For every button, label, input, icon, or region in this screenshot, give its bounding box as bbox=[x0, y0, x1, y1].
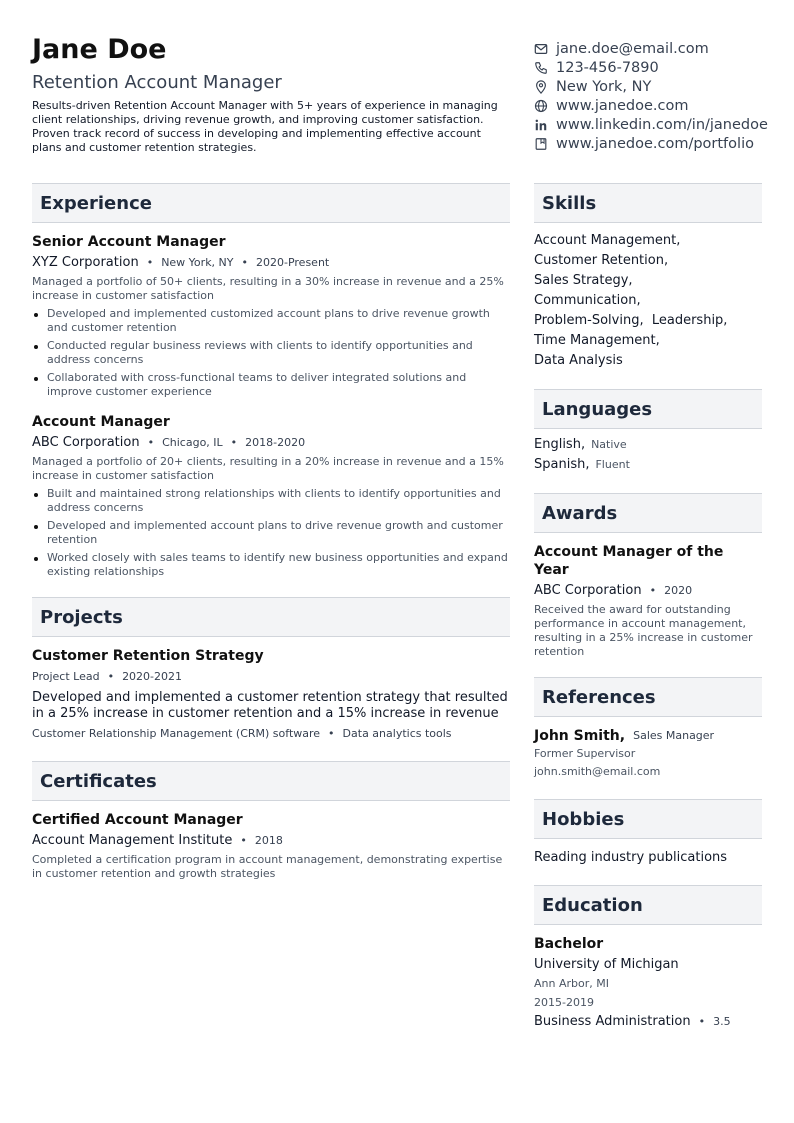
separator-dot: • bbox=[698, 1015, 706, 1028]
job-company: XYZ Corporation bbox=[32, 255, 139, 270]
job-meta bbox=[32, 254, 510, 272]
language-item bbox=[534, 455, 762, 475]
job-location: New York, NY bbox=[161, 256, 234, 269]
hobbies-heading: Hobbies bbox=[534, 799, 762, 839]
education-heading: Education bbox=[534, 885, 762, 925]
education-field: Business Administration bbox=[534, 1014, 691, 1029]
job-bullet: Built and maintained strong relationships with clients to identify opportunities and address concerns bbox=[32, 487, 510, 515]
experience-heading: Experience bbox=[32, 183, 510, 223]
experience-entry bbox=[32, 233, 510, 399]
reference-header bbox=[534, 727, 762, 745]
resume-header bbox=[32, 33, 512, 155]
skill-item: Time Management, bbox=[534, 333, 660, 348]
separator-dot: • bbox=[649, 584, 657, 597]
project-tool: Data analytics tools bbox=[342, 727, 452, 740]
phone-icon bbox=[534, 61, 548, 75]
awards-heading: Awards bbox=[534, 493, 762, 533]
languages-list bbox=[534, 435, 762, 475]
language-level: Fluent bbox=[595, 458, 630, 471]
job-summary: Managed a portfolio of 20+ clients, resulting in a 20% increase in revenue and a 15% increase in customer satisfaction bbox=[32, 455, 504, 482]
languages-heading: Languages bbox=[534, 389, 762, 429]
job-bullets bbox=[32, 487, 510, 579]
main-column bbox=[32, 183, 510, 899]
professional-summary: Results-driven Retention Account Manager with 5+ years of experience in managing client relationships, driving revenue growth, and improving customer satisfaction. Proven track record of success in developing and implementing effective account plans and customer retention strategies. bbox=[32, 99, 498, 154]
certificate-meta bbox=[32, 832, 510, 850]
candidate-name: Jane Doe bbox=[32, 34, 167, 65]
job-meta bbox=[32, 434, 510, 452]
project-description: Developed and implemented a customer retention strategy that resulted in a 25% increase in customer retention and a 15% increase in revenue bbox=[32, 690, 508, 721]
languages-section bbox=[534, 389, 762, 475]
skill-item: Problem-Solving, bbox=[534, 313, 644, 328]
references-section bbox=[534, 677, 762, 781]
separator-dot: • bbox=[147, 436, 155, 449]
job-bullet: Developed and implemented account plans to drive revenue growth and customer retention bbox=[32, 519, 510, 547]
education-field-meta bbox=[534, 1013, 762, 1031]
award-entry bbox=[534, 543, 762, 659]
separator-dot: • bbox=[146, 256, 154, 269]
separator-dot: • bbox=[240, 834, 247, 847]
contact-website-text: www.janedoe.com bbox=[556, 97, 689, 114]
education-section bbox=[534, 885, 762, 1031]
certificate-issuer: Account Management Institute bbox=[32, 833, 233, 848]
reference-name: John Smith, bbox=[534, 728, 626, 744]
project-role: Project Lead bbox=[32, 670, 100, 683]
contact-phone-text: 123-456-7890 bbox=[556, 59, 659, 76]
reference-entry bbox=[534, 727, 762, 781]
language-item bbox=[534, 435, 762, 455]
project-tool: Customer Relationship Management (CRM) software bbox=[32, 727, 321, 740]
contact-email-text: jane.doe@email.com bbox=[556, 40, 709, 57]
side-column bbox=[534, 183, 762, 1049]
reference-title: Sales Manager bbox=[633, 729, 715, 742]
globe-icon bbox=[534, 99, 548, 113]
job-summary: Managed a portfolio of 50+ clients, resulting in a 30% increase in revenue and a 25% increase in customer satisfaction bbox=[32, 275, 504, 302]
skills-heading: Skills bbox=[534, 183, 762, 223]
project-entry bbox=[32, 647, 510, 743]
language-level: Native bbox=[591, 438, 627, 451]
experience-section bbox=[32, 183, 510, 579]
contact-email[interactable] bbox=[534, 39, 794, 58]
job-bullet: Worked closely with sales teams to identify new business opportunities and expand existing relationships bbox=[32, 551, 510, 579]
contact-location bbox=[534, 77, 794, 96]
skills-list bbox=[534, 231, 762, 371]
job-location: Chicago, IL bbox=[162, 436, 223, 449]
separator-dot: • bbox=[241, 256, 248, 269]
projects-heading: Projects bbox=[32, 597, 510, 637]
job-bullet: Conducted regular business reviews with clients to identify opportunities and address concerns bbox=[32, 339, 510, 367]
skill-item: Sales Strategy, bbox=[534, 273, 633, 288]
portfolio-icon bbox=[534, 137, 548, 151]
contact-linkedin[interactable] bbox=[534, 115, 794, 134]
references-heading: References bbox=[534, 677, 762, 717]
certificate-entry bbox=[32, 811, 510, 881]
job-company: ABC Corporation bbox=[32, 435, 140, 450]
project-tools bbox=[32, 725, 510, 743]
skills-section bbox=[534, 183, 762, 371]
separator-dot: • bbox=[107, 670, 115, 683]
contact-portfolio-text: www.janedoe.com/portfolio bbox=[556, 135, 754, 152]
award-description: Received the award for outstanding performance in account management, resulting in a 25% increase in customer retention bbox=[534, 603, 753, 658]
certificates-heading: Certificates bbox=[32, 761, 510, 801]
skill-item: Communication, bbox=[534, 293, 641, 308]
language-name: English, bbox=[534, 437, 586, 452]
education-location: Ann Arbor, MI bbox=[534, 977, 609, 990]
projects-section bbox=[32, 597, 510, 743]
award-meta bbox=[534, 582, 762, 600]
skill-item: Customer Retention, bbox=[534, 253, 669, 268]
education-gpa: 3.5 bbox=[713, 1015, 731, 1028]
contact-location-text: New York, NY bbox=[556, 78, 652, 95]
job-bullet: Developed and implemented customized account plans to drive revenue growth and customer retention bbox=[32, 307, 510, 335]
education-degree: Bachelor bbox=[534, 936, 604, 952]
contact-list bbox=[534, 39, 794, 153]
education-dates: 2015-2019 bbox=[534, 996, 594, 1009]
certificates-section bbox=[32, 761, 510, 881]
candidate-title: Retention Account Manager bbox=[32, 72, 282, 93]
award-issuer: ABC Corporation bbox=[534, 583, 642, 598]
contact-phone[interactable] bbox=[534, 58, 794, 77]
awards-section bbox=[534, 493, 762, 659]
job-title: Senior Account Manager bbox=[32, 234, 226, 250]
job-dates: 2020-Present bbox=[256, 256, 330, 269]
project-meta bbox=[32, 668, 510, 686]
award-title: Account Manager of the Year bbox=[534, 544, 724, 578]
reference-relation: Former Supervisor bbox=[534, 747, 636, 760]
contact-portfolio[interactable] bbox=[534, 134, 794, 153]
contact-linkedin-text: www.linkedin.com/in/janedoe bbox=[556, 116, 768, 133]
reference-email[interactable]: john.smith@email.com bbox=[534, 765, 661, 778]
contact-website[interactable] bbox=[534, 96, 794, 115]
project-title: Customer Retention Strategy bbox=[32, 648, 264, 664]
job-bullets bbox=[32, 307, 510, 399]
language-name: Spanish, bbox=[534, 457, 590, 472]
award-year: 2020 bbox=[664, 584, 693, 597]
email-icon bbox=[534, 42, 548, 56]
skill-item: Account Management, bbox=[534, 233, 681, 248]
certificate-description: Completed a certification program in account management, demonstrating expertise in customer retention and growth strategies bbox=[32, 853, 503, 880]
job-bullet: Collaborated with cross-functional teams to deliver integrated solutions and improve customer experience bbox=[32, 371, 510, 399]
separator-dot: • bbox=[328, 727, 335, 740]
education-entry bbox=[534, 935, 762, 1031]
job-dates: 2018-2020 bbox=[245, 436, 306, 449]
certificate-year: 2018 bbox=[254, 834, 283, 847]
hobby-item: Reading industry publications bbox=[534, 850, 728, 865]
separator-dot: • bbox=[230, 436, 238, 449]
experience-entry bbox=[32, 413, 510, 579]
linkedin-icon bbox=[534, 118, 548, 132]
job-title: Account Manager bbox=[32, 414, 170, 430]
location-pin-icon bbox=[534, 80, 548, 94]
certificate-title: Certified Account Manager bbox=[32, 812, 243, 828]
hobbies-section bbox=[534, 799, 762, 867]
skill-item: Leadership, bbox=[651, 313, 728, 328]
project-dates: 2020-2021 bbox=[122, 670, 183, 683]
skill-item: Data Analysis bbox=[534, 353, 623, 368]
education-school: University of Michigan bbox=[534, 957, 679, 972]
